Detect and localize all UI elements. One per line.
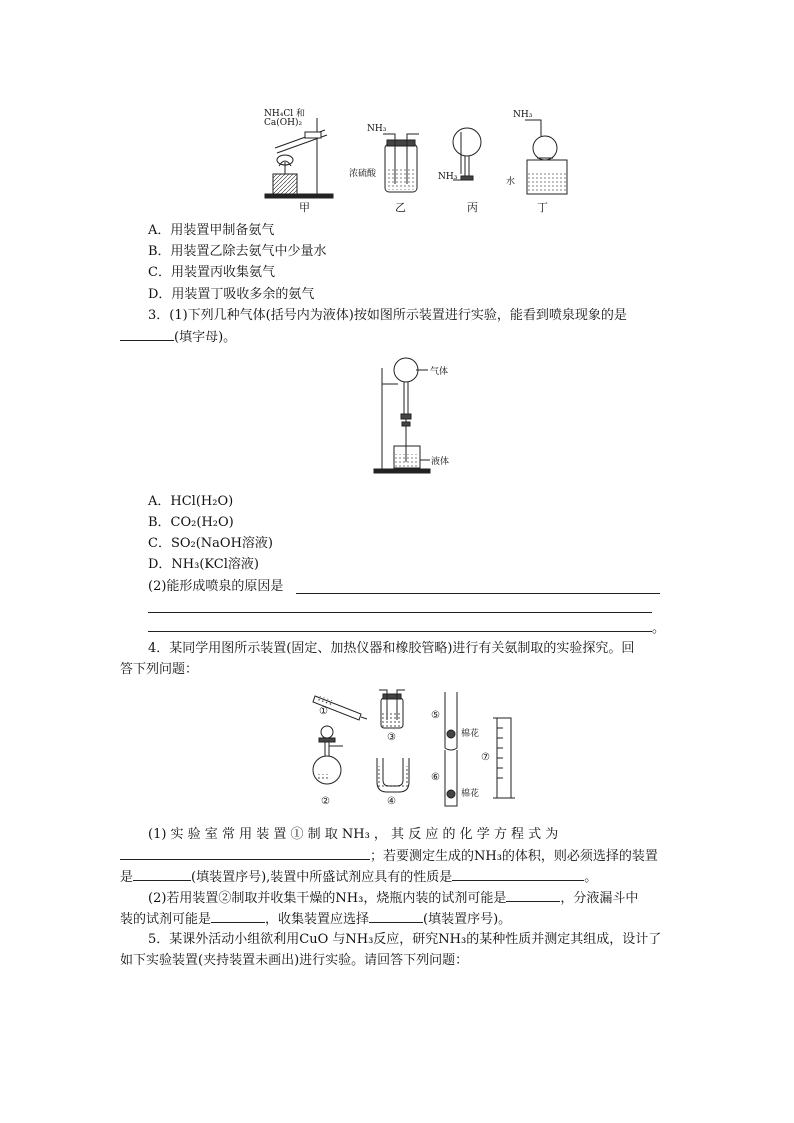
- q3-option-b: B．CO₂(H₂O): [148, 515, 234, 530]
- nh3-label-bing: NH₃: [438, 172, 458, 182]
- q3-option-a: A．HCl(H₂O): [148, 494, 234, 509]
- gas-label: 气体: [430, 367, 449, 377]
- apparatus-figure-1: [255, 100, 575, 215]
- q2-option-c: C．用装置丙收集氨气: [148, 265, 275, 280]
- cotton-label-5: 棉花: [461, 729, 480, 739]
- q4-equation-blank[interactable]: [120, 847, 370, 860]
- q4-p1-line3-b: (填装置序号),装置中所盛试剂应具有的性质是: [191, 870, 453, 885]
- q2-option-d: D．用装置丁吸收多余的氨气: [148, 287, 315, 302]
- caption-bing: 丙: [467, 201, 478, 214]
- q4-p1-line3-c: 。: [584, 870, 598, 885]
- q3-answer-line-3[interactable]: [148, 631, 652, 632]
- q4-p1-line2-text: ；若要测定生成的NH₃的体积，则必须选择的装置: [370, 849, 658, 864]
- q2-option-b: B．用装置乙除去氨气中少量水: [148, 244, 327, 259]
- q3-answer-line-2[interactable]: [148, 612, 652, 613]
- q4-funnel-reagent-blank[interactable]: [211, 910, 265, 923]
- q3-period: 。: [652, 621, 666, 636]
- fountain-drawing: [370, 356, 480, 476]
- device-4-label: ④: [387, 796, 396, 807]
- device-7-label: ⑦: [481, 752, 490, 763]
- apparatus-figure-4: [305, 688, 525, 813]
- nh3-label-ding: NH₃: [513, 110, 533, 120]
- q4-p2-line1-a: (2)若用装置②制取并收集干燥的NH₃，烧瓶内装的试剂可能是: [148, 891, 507, 906]
- q4-device-blank[interactable]: [133, 868, 191, 881]
- q2-option-a: A．用装置甲制备氨气: [148, 223, 275, 238]
- acid-label: 浓硫酸: [349, 169, 377, 179]
- cotton-label-6: 棉花: [461, 789, 480, 799]
- q4-p1-line3-a: 是: [120, 870, 134, 885]
- nh3-label-yi: NH₃: [367, 124, 387, 134]
- apparatus-drawing-4: [305, 688, 525, 813]
- device-6-label: ⑥: [431, 772, 440, 783]
- q4-flask-reagent-blank[interactable]: [506, 889, 560, 902]
- q4-stem-line1: 4．某同学用图所示装置(固定、加热仪器和橡胶管略)进行有关氨制取的实验探究。回: [148, 641, 635, 656]
- q3-answer-line-1[interactable]: [296, 593, 660, 594]
- caption-yi: 乙: [395, 201, 406, 214]
- q3-stem-line1: 3．(1)下列几种气体(括号内为液体)按如图所示装置进行实验，能看到喷泉现象的是: [148, 308, 627, 323]
- device-2-label: ②: [321, 796, 330, 807]
- reagent-label-1: NH₄Cl 和: [264, 109, 305, 119]
- q3-option-d: D．NH₃(KCl溶液): [148, 557, 259, 572]
- q4-p1-line1: (1) 实 验 室 常 用 装 置 ① 制 取 NH₃ ， 其 反 应 的 化 学 方 程 式 为: [148, 827, 559, 842]
- q4-property-blank[interactable]: [452, 868, 584, 881]
- q4-p2-line2-c: (填装置序号)。: [423, 912, 512, 927]
- water-label: 水: [506, 177, 516, 187]
- q5-line2: 如下实验装置(夹持装置未画出)进行实验。请回答下列问题：: [120, 953, 469, 968]
- fountain-figure: [370, 356, 480, 476]
- q4-p2-line2-a: 装的试剂可能是: [120, 912, 212, 927]
- q4-p1-line3: [120, 868, 597, 887]
- liquid-label: 液体: [431, 457, 450, 467]
- q5-line1: 5．某课外活动小组欲利用CuO 与NH₃反应，研究NH₃的某种性质并测定其组成，设计了: [148, 932, 662, 947]
- q3-option-c: C．SO₂(NaOH溶液): [148, 536, 273, 551]
- q4-p2-line1-b: ，分液漏斗中: [560, 891, 639, 906]
- caption-ding: 丁: [537, 201, 548, 214]
- reagent-label-2: Ca(OH)₂: [264, 118, 303, 128]
- q3-part2: (2)能形成喷泉的原因是: [148, 579, 284, 594]
- caption-jia: 甲: [299, 201, 310, 214]
- device-1-label: ①: [319, 706, 328, 717]
- q4-p1-line2: [120, 847, 658, 866]
- q3-stem-tail: (填字母)。: [174, 330, 237, 345]
- device-3-label: ③: [387, 732, 396, 743]
- q4-p2-line2: [120, 910, 511, 929]
- q4-p2-line1: [148, 889, 638, 908]
- device-5-label: ⑤: [431, 710, 440, 721]
- q4-stem-line2: 答下列问题：: [120, 662, 199, 677]
- q4-p2-line2-b: ，收集装置应选择: [265, 912, 370, 927]
- q3-stem-line2: [120, 328, 236, 347]
- q3-answer-blank[interactable]: [120, 328, 174, 341]
- q4-collect-device-blank[interactable]: [369, 910, 423, 923]
